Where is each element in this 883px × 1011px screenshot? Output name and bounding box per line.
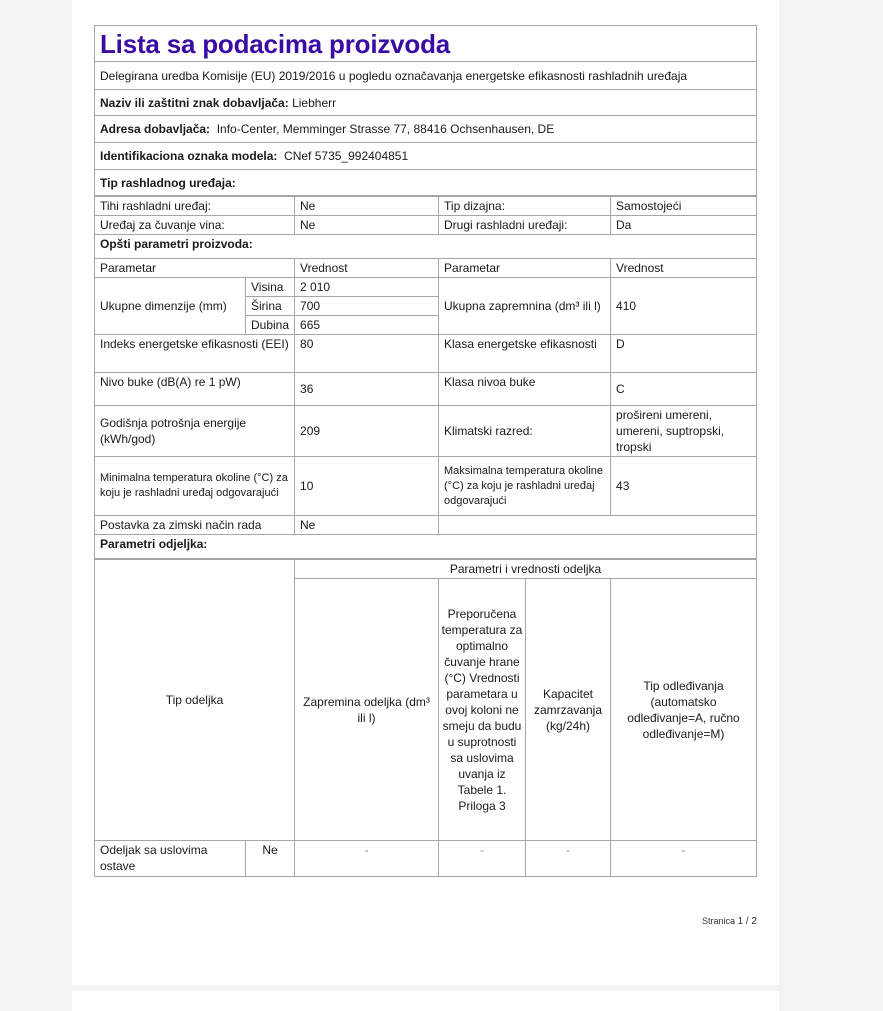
- param-label: Tip dizajna:: [439, 197, 611, 216]
- dimension-label: Širina: [246, 297, 295, 316]
- param-label: Tihi rashladni uređaj:: [95, 197, 295, 216]
- column-header: Parametar: [439, 259, 611, 278]
- param-value: C: [611, 373, 757, 406]
- param-value: 209: [295, 406, 439, 457]
- general-row: [95, 406, 757, 457]
- parameters-table: [94, 196, 757, 559]
- appliance-type-heading: Tip rashladnog uređaja:: [95, 170, 757, 196]
- subtitle-row: [95, 62, 757, 90]
- address-row: [95, 116, 757, 143]
- column-header: Vrednost: [611, 259, 757, 278]
- page-number-label: Stranica: [701, 916, 736, 926]
- param-value: Da: [611, 216, 757, 235]
- compartment-value: -: [295, 841, 439, 877]
- param-value: D: [611, 335, 757, 373]
- title-row: [95, 26, 757, 62]
- volume-label: Ukupna zapremnina (dm³ ili l): [439, 278, 611, 335]
- winter-mode-row: [95, 516, 757, 535]
- param-label: Drugi rashladni uređaji:: [439, 216, 611, 235]
- document-title: Lista sa podacima proizvoda: [100, 28, 451, 59]
- general-header-row: [95, 259, 757, 278]
- dimension-label: Visina: [246, 278, 295, 297]
- compartment-heading-row: [95, 535, 757, 559]
- param-value: Ne: [295, 216, 439, 235]
- header-table: [94, 25, 757, 196]
- dimensions-label: Ukupne dimenzije (mm): [95, 278, 246, 335]
- dimension-value: 700: [295, 297, 439, 316]
- param-value: 10: [295, 457, 439, 516]
- model-label: Identifikaciona oznaka modela:: [100, 149, 278, 163]
- param-value: 43: [611, 457, 757, 516]
- column-header: Tip odleđivanja (automatsko odleđivanje=A, ručno odleđivanje=M): [611, 579, 757, 841]
- compartment-value: -: [439, 841, 526, 877]
- column-header: Kapacitet zamrzavanja (kg/24h): [526, 579, 611, 841]
- column-header: Preporučena temperatura za optimalno čuvanje hrane (°C) Vrednosti parametara u ovoj koloni ne smeju da budu u suprotnosti sa uslovima uvanja iz Tabele 1. Priloga 3: [439, 579, 526, 841]
- param-label: Indeks energetske efikasnosti (EEI): [95, 335, 295, 373]
- compartment-type-header: Tip odeljka: [95, 560, 295, 841]
- param-value: Ne: [295, 197, 439, 216]
- column-header: Zapremina odeljka (dm³ ili l): [295, 579, 439, 841]
- winter-mode-label: Postavka za zimski način rada: [95, 516, 295, 535]
- general-row: [95, 457, 757, 516]
- page-number-value: 1 / 2: [737, 916, 757, 927]
- compartment-group-header: Parametri i vrednosti odeljka: [295, 560, 757, 579]
- compartment-value: -: [611, 841, 757, 877]
- address-label: Adresa dobavljača:: [100, 122, 211, 136]
- param-value: Samostojeći: [611, 197, 757, 216]
- param-label: Klimatski razred:: [439, 406, 611, 457]
- param-value: prošireni umereni, umereni, suptropski, tropski: [611, 406, 757, 457]
- document-page: [72, 0, 779, 985]
- address-value: Info-Center, Memminger Strasse 77, 88416 Ochsenhausen, DE: [216, 122, 555, 136]
- product-data-sheet: [94, 25, 756, 877]
- column-header: Parametar: [95, 259, 295, 278]
- param-label: Klasa nivoa buke: [439, 373, 611, 406]
- next-page: [72, 991, 779, 1011]
- param-label: Godišnja potrošnja energije (kWh/god): [95, 406, 295, 457]
- dimension-value: 2 010: [295, 278, 439, 297]
- param-label: Uređaj za čuvanje vina:: [95, 216, 295, 235]
- general-row: [95, 373, 757, 406]
- compartment-heading: Parametri odjeljka:: [95, 535, 757, 559]
- param-value: 36: [295, 373, 439, 406]
- winter-mode-value: Ne: [295, 516, 439, 535]
- param-label: Klasa energetske efikasnosti: [439, 335, 611, 373]
- general-row: [95, 335, 757, 373]
- supplier-row: [95, 90, 757, 116]
- page-number: [702, 916, 757, 927]
- appliance-type-row: [95, 216, 757, 235]
- param-value: 80: [295, 335, 439, 373]
- appliance-type-row: [95, 197, 757, 216]
- dimension-value: 665: [295, 316, 439, 335]
- supplier-label: Naziv ili zaštitni znak dobavljača:: [100, 95, 289, 110]
- compartment-row: [95, 841, 757, 877]
- compartment-type: Odeljak sa uslovima ostave: [95, 841, 246, 877]
- compartment-present: Ne: [246, 841, 295, 877]
- document-subtitle: Delegirana uredba Komisije (EU) 2019/2016 u pogledu označavanja energetske efikasnosti rashladnih uređaja: [95, 62, 757, 90]
- param-label: Maksimalna temperatura okoline (°C) za koju je rashladni uređaj odgovarajući: [439, 457, 611, 516]
- general-heading: Opšti parametri proizvoda:: [95, 235, 757, 259]
- column-header: Vrednost: [295, 259, 439, 278]
- dimension-label: Dubina: [246, 316, 295, 335]
- general-heading-row: [95, 235, 757, 259]
- compartment-value: -: [526, 841, 611, 877]
- dimension-row: [95, 278, 757, 297]
- compartment-group-header-row: [95, 560, 757, 579]
- compartment-table: [94, 559, 757, 877]
- model-value: CNef 5735_992404851: [284, 149, 409, 163]
- param-label: Nivo buke (dB(A) re 1 pW): [95, 373, 295, 406]
- appliance-type-heading-row: [95, 170, 757, 196]
- volume-value: 410: [611, 278, 757, 335]
- model-row: [95, 143, 757, 170]
- supplier-value: Liebherr: [292, 95, 337, 110]
- param-label: Minimalna temperatura okoline (°C) za koju je rashladni uređaj odgovarajući: [95, 457, 295, 516]
